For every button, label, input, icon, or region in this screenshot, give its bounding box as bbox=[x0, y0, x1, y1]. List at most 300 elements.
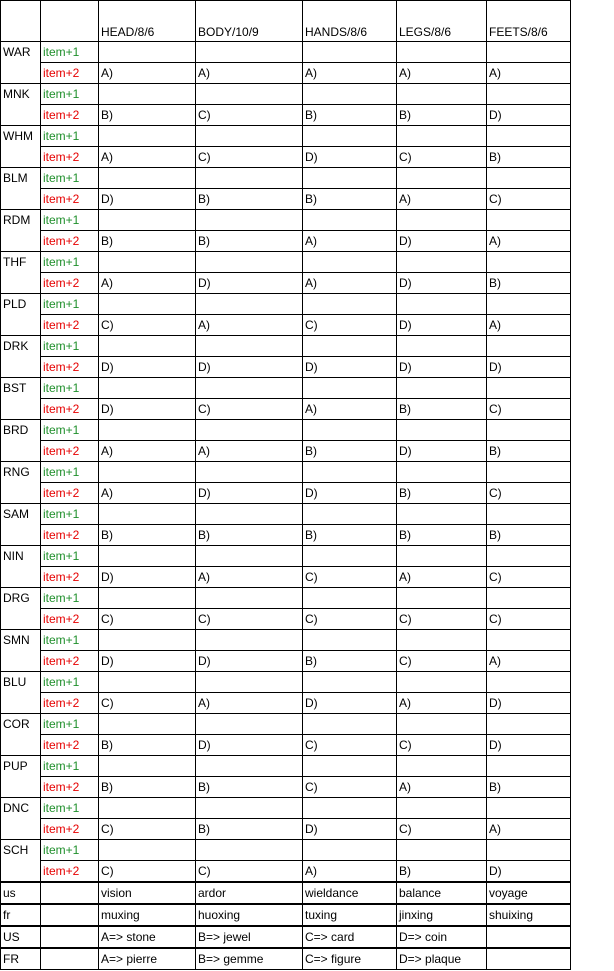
item1-value-cell[interactable] bbox=[303, 672, 397, 693]
item1-value-cell[interactable] bbox=[196, 84, 303, 105]
item1-value-cell[interactable] bbox=[303, 630, 397, 651]
item2-value-cell[interactable]: B) bbox=[397, 399, 487, 420]
item1-value-cell[interactable] bbox=[196, 252, 303, 273]
item2-value-cell[interactable]: C) bbox=[196, 147, 303, 168]
item2-value-cell[interactable]: D) bbox=[99, 357, 196, 378]
item1-label-cell[interactable]: item+1 bbox=[41, 672, 99, 693]
legend-value-cell[interactable]: tuxing bbox=[303, 904, 397, 926]
job-row-item1 bbox=[1, 336, 571, 357]
item1-value-cell[interactable] bbox=[397, 798, 487, 819]
item2-value-cell[interactable]: A) bbox=[99, 147, 196, 168]
item2-value-cell[interactable]: D) bbox=[303, 693, 397, 714]
item2-value-cell[interactable]: B) bbox=[487, 441, 571, 462]
item2-value-cell[interactable]: D) bbox=[397, 273, 487, 294]
item1-value-cell[interactable] bbox=[397, 588, 487, 609]
item1-value-cell[interactable] bbox=[487, 798, 571, 819]
item1-value-cell[interactable] bbox=[196, 126, 303, 147]
legend-empty-cell[interactable] bbox=[41, 926, 99, 948]
legend-value-cell[interactable]: ardor bbox=[196, 882, 303, 904]
item1-value-cell[interactable] bbox=[196, 462, 303, 483]
item2-value-cell[interactable]: C) bbox=[397, 609, 487, 630]
item2-value-cell[interactable]: D) bbox=[196, 651, 303, 672]
job-name-cell[interactable]: BLU bbox=[1, 672, 41, 714]
item2-value-cell[interactable]: B) bbox=[303, 651, 397, 672]
item2-value-cell[interactable]: D) bbox=[99, 399, 196, 420]
item1-value-cell[interactable] bbox=[487, 84, 571, 105]
item1-value-cell[interactable] bbox=[397, 84, 487, 105]
legend-label-cell[interactable]: us bbox=[1, 882, 41, 904]
item2-value-cell[interactable]: C) bbox=[303, 567, 397, 588]
job-name-cell[interactable]: PUP bbox=[1, 756, 41, 798]
item2-value-cell[interactable]: D) bbox=[99, 567, 196, 588]
item2-value-cell[interactable]: A) bbox=[303, 861, 397, 883]
item1-value-cell[interactable] bbox=[487, 378, 571, 399]
item2-value-cell[interactable]: B) bbox=[303, 105, 397, 126]
item2-value-cell[interactable]: B) bbox=[303, 525, 397, 546]
item2-value-cell[interactable]: B) bbox=[99, 735, 196, 756]
item1-label-cell[interactable]: item+1 bbox=[41, 210, 99, 231]
job-name-cell[interactable]: MNK bbox=[1, 84, 41, 126]
item1-value-cell[interactable] bbox=[99, 42, 196, 63]
job-name-cell[interactable]: BLM bbox=[1, 168, 41, 210]
legend-value-cell[interactable]: jinxing bbox=[397, 904, 487, 926]
item2-value-cell[interactable]: A) bbox=[487, 819, 571, 840]
item1-value-cell[interactable] bbox=[196, 336, 303, 357]
item2-value-cell[interactable]: A) bbox=[99, 483, 196, 504]
job-name-cell[interactable]: THF bbox=[1, 252, 41, 294]
item1-value-cell[interactable] bbox=[99, 420, 196, 441]
legend-value-cell[interactable]: balance bbox=[397, 882, 487, 904]
item2-label-cell[interactable]: item+2 bbox=[41, 63, 99, 84]
header-cell[interactable]: BODY/10/9 bbox=[196, 1, 303, 42]
item1-value-cell[interactable] bbox=[487, 42, 571, 63]
item1-value-cell[interactable] bbox=[397, 630, 487, 651]
item2-value-cell[interactable]: D) bbox=[487, 861, 571, 883]
item1-label-cell[interactable]: item+1 bbox=[41, 840, 99, 861]
legend-value-cell[interactable]: muxing bbox=[99, 904, 196, 926]
item2-value-cell[interactable]: B) bbox=[303, 441, 397, 462]
item1-value-cell[interactable] bbox=[487, 168, 571, 189]
item1-value-cell[interactable] bbox=[303, 84, 397, 105]
item1-value-cell[interactable] bbox=[397, 126, 487, 147]
item1-value-cell[interactable] bbox=[303, 168, 397, 189]
item1-value-cell[interactable] bbox=[196, 588, 303, 609]
item2-value-cell[interactable]: C) bbox=[196, 861, 303, 883]
item1-value-cell[interactable] bbox=[397, 42, 487, 63]
item1-label-cell[interactable]: item+1 bbox=[41, 798, 99, 819]
item2-value-cell[interactable]: A) bbox=[196, 567, 303, 588]
legend-value-cell[interactable]: D=> plaque bbox=[397, 948, 487, 970]
legend-label-cell[interactable]: US bbox=[1, 926, 41, 948]
legend-value-cell[interactable]: huoxing bbox=[196, 904, 303, 926]
item2-value-cell[interactable]: B) bbox=[487, 273, 571, 294]
item2-value-cell[interactable]: D) bbox=[303, 483, 397, 504]
item2-value-cell[interactable]: A) bbox=[487, 651, 571, 672]
item2-label-cell[interactable]: item+2 bbox=[41, 315, 99, 336]
legend-empty-cell[interactable] bbox=[41, 882, 99, 904]
item1-value-cell[interactable] bbox=[303, 336, 397, 357]
item1-value-cell[interactable] bbox=[99, 630, 196, 651]
item1-value-cell[interactable] bbox=[196, 420, 303, 441]
item2-value-cell[interactable]: C) bbox=[99, 819, 196, 840]
job-row-item1 bbox=[1, 378, 571, 399]
item2-value-cell[interactable]: C) bbox=[397, 147, 487, 168]
item1-value-cell[interactable] bbox=[303, 588, 397, 609]
item1-value-cell[interactable] bbox=[99, 672, 196, 693]
item1-value-cell[interactable] bbox=[99, 168, 196, 189]
item2-label-cell[interactable]: item+2 bbox=[41, 567, 99, 588]
item1-value-cell[interactable] bbox=[99, 378, 196, 399]
item1-value-cell[interactable] bbox=[487, 462, 571, 483]
legend-value-cell[interactable]: voyage bbox=[487, 882, 571, 904]
item1-value-cell[interactable] bbox=[397, 462, 487, 483]
job-name-cell[interactable]: BRD bbox=[1, 420, 41, 462]
item1-value-cell[interactable] bbox=[99, 714, 196, 735]
item1-value-cell[interactable] bbox=[303, 252, 397, 273]
header-cell[interactable]: HANDS/8/6 bbox=[303, 1, 397, 42]
item2-value-cell[interactable]: B) bbox=[397, 861, 487, 883]
legend-value-cell[interactable] bbox=[487, 948, 571, 970]
item1-value-cell[interactable] bbox=[397, 714, 487, 735]
item2-value-cell[interactable]: A) bbox=[397, 63, 487, 84]
item2-label-cell[interactable]: item+2 bbox=[41, 777, 99, 798]
item2-value-cell[interactable]: B) bbox=[99, 777, 196, 798]
item1-value-cell[interactable] bbox=[397, 294, 487, 315]
legend-value-cell[interactable]: A=> stone bbox=[99, 926, 196, 948]
job-name-cell[interactable]: BST bbox=[1, 378, 41, 420]
header-cell[interactable]: LEGS/8/6 bbox=[397, 1, 487, 42]
item1-value-cell[interactable] bbox=[196, 294, 303, 315]
legend-value-cell[interactable]: A=> pierre bbox=[99, 948, 196, 970]
item1-value-cell[interactable] bbox=[99, 252, 196, 273]
item1-value-cell[interactable] bbox=[196, 42, 303, 63]
item2-value-cell[interactable]: D) bbox=[397, 231, 487, 252]
legend-value-cell[interactable] bbox=[487, 926, 571, 948]
item1-value-cell[interactable] bbox=[196, 546, 303, 567]
item2-label-cell[interactable]: item+2 bbox=[41, 651, 99, 672]
item2-label-cell[interactable]: item+2 bbox=[41, 441, 99, 462]
item2-value-cell[interactable]: A) bbox=[487, 315, 571, 336]
item2-value-cell[interactable]: A) bbox=[397, 777, 487, 798]
item1-value-cell[interactable] bbox=[397, 546, 487, 567]
item1-value-cell[interactable] bbox=[487, 336, 571, 357]
item1-value-cell[interactable] bbox=[303, 504, 397, 525]
item2-value-cell[interactable]: C) bbox=[487, 483, 571, 504]
item1-value-cell[interactable] bbox=[99, 294, 196, 315]
item2-value-cell[interactable]: D) bbox=[99, 189, 196, 210]
item2-value-cell[interactable]: B) bbox=[99, 105, 196, 126]
item2-value-cell[interactable]: B) bbox=[487, 147, 571, 168]
item2-value-cell[interactable]: A) bbox=[196, 315, 303, 336]
item1-value-cell[interactable] bbox=[303, 546, 397, 567]
item2-label-cell[interactable]: item+2 bbox=[41, 483, 99, 504]
item1-value-cell[interactable] bbox=[196, 714, 303, 735]
item1-value-cell[interactable] bbox=[487, 588, 571, 609]
item1-value-cell[interactable] bbox=[303, 42, 397, 63]
item2-value-cell[interactable]: A) bbox=[397, 567, 487, 588]
item1-value-cell[interactable] bbox=[397, 210, 487, 231]
item2-label-cell[interactable]: item+2 bbox=[41, 105, 99, 126]
item1-value-cell[interactable] bbox=[99, 336, 196, 357]
job-name-cell[interactable]: RNG bbox=[1, 462, 41, 504]
legend-empty-cell[interactable] bbox=[41, 904, 99, 926]
item2-label-cell[interactable]: item+2 bbox=[41, 147, 99, 168]
item2-label-cell[interactable]: item+2 bbox=[41, 819, 99, 840]
item2-value-cell[interactable]: B) bbox=[196, 819, 303, 840]
item1-value-cell[interactable] bbox=[196, 840, 303, 861]
legend-empty-cell[interactable] bbox=[41, 948, 99, 970]
item1-label-cell[interactable]: item+1 bbox=[41, 84, 99, 105]
item1-value-cell[interactable] bbox=[99, 756, 196, 777]
item2-value-cell[interactable]: C) bbox=[487, 189, 571, 210]
item2-value-cell[interactable]: C) bbox=[303, 735, 397, 756]
item2-label-cell[interactable]: item+2 bbox=[41, 735, 99, 756]
item2-value-cell[interactable]: A) bbox=[303, 399, 397, 420]
item2-value-cell[interactable]: A) bbox=[397, 693, 487, 714]
item2-value-cell[interactable]: A) bbox=[99, 441, 196, 462]
item1-value-cell[interactable] bbox=[397, 336, 487, 357]
item1-value-cell[interactable] bbox=[99, 210, 196, 231]
item1-value-cell[interactable] bbox=[397, 672, 487, 693]
item1-value-cell[interactable] bbox=[397, 168, 487, 189]
job-name-cell[interactable]: COR bbox=[1, 714, 41, 756]
item1-value-cell[interactable] bbox=[397, 840, 487, 861]
item1-label-cell[interactable]: item+1 bbox=[41, 126, 99, 147]
job-name-cell[interactable]: NIN bbox=[1, 546, 41, 588]
item2-value-cell[interactable]: D) bbox=[487, 357, 571, 378]
item1-value-cell[interactable] bbox=[397, 504, 487, 525]
item2-value-cell[interactable]: C) bbox=[303, 315, 397, 336]
item1-value-cell[interactable] bbox=[196, 798, 303, 819]
job-name-cell[interactable]: RDM bbox=[1, 210, 41, 252]
item2-value-cell[interactable]: B) bbox=[196, 777, 303, 798]
legend-value-cell[interactable]: C=> card bbox=[303, 926, 397, 948]
item1-value-cell[interactable] bbox=[196, 756, 303, 777]
item1-label-cell[interactable]: item+1 bbox=[41, 252, 99, 273]
item2-value-cell[interactable]: B) bbox=[196, 231, 303, 252]
item2-label-cell[interactable]: item+2 bbox=[41, 273, 99, 294]
item2-label-cell[interactable]: item+2 bbox=[41, 525, 99, 546]
item2-value-cell[interactable]: C) bbox=[99, 609, 196, 630]
item1-value-cell[interactable] bbox=[487, 210, 571, 231]
item1-value-cell[interactable] bbox=[487, 714, 571, 735]
item1-value-cell[interactable] bbox=[303, 798, 397, 819]
item2-value-cell[interactable]: D) bbox=[99, 651, 196, 672]
item1-value-cell[interactable] bbox=[487, 126, 571, 147]
item2-value-cell[interactable]: D) bbox=[303, 819, 397, 840]
item2-value-cell[interactable]: C) bbox=[487, 567, 571, 588]
item2-value-cell[interactable]: A) bbox=[196, 693, 303, 714]
item1-label-cell[interactable]: item+1 bbox=[41, 504, 99, 525]
item2-value-cell[interactable]: B) bbox=[397, 525, 487, 546]
item2-value-cell[interactable]: D) bbox=[487, 693, 571, 714]
job-row-item1 bbox=[1, 840, 571, 861]
item1-label-cell[interactable]: item+1 bbox=[41, 168, 99, 189]
item1-value-cell[interactable] bbox=[196, 210, 303, 231]
item1-value-cell[interactable] bbox=[487, 420, 571, 441]
item1-label-cell[interactable]: item+1 bbox=[41, 756, 99, 777]
item2-value-cell[interactable]: C) bbox=[397, 651, 487, 672]
item1-value-cell[interactable] bbox=[99, 84, 196, 105]
item1-value-cell[interactable] bbox=[487, 840, 571, 861]
item1-value-cell[interactable] bbox=[303, 294, 397, 315]
item2-value-cell[interactable]: C) bbox=[99, 315, 196, 336]
item1-value-cell[interactable] bbox=[196, 378, 303, 399]
item2-value-cell[interactable]: D) bbox=[487, 735, 571, 756]
item2-label-cell[interactable]: item+2 bbox=[41, 399, 99, 420]
item1-value-cell[interactable] bbox=[303, 462, 397, 483]
item1-value-cell[interactable] bbox=[487, 294, 571, 315]
item2-value-cell[interactable]: A) bbox=[487, 63, 571, 84]
item2-value-cell[interactable]: B) bbox=[487, 777, 571, 798]
legend-value-cell[interactable]: wieldance bbox=[303, 882, 397, 904]
legend-label-cell[interactable]: fr bbox=[1, 904, 41, 926]
legend-value-cell[interactable]: vision bbox=[99, 882, 196, 904]
item2-value-cell[interactable]: D) bbox=[397, 315, 487, 336]
item2-value-cell[interactable]: A) bbox=[196, 63, 303, 84]
item1-label-cell[interactable]: item+1 bbox=[41, 336, 99, 357]
item2-label-cell[interactable]: item+2 bbox=[41, 357, 99, 378]
item2-value-cell[interactable]: C) bbox=[397, 819, 487, 840]
item1-value-cell[interactable] bbox=[303, 840, 397, 861]
item1-value-cell[interactable] bbox=[196, 504, 303, 525]
item2-value-cell[interactable]: B) bbox=[487, 525, 571, 546]
item1-value-cell[interactable] bbox=[303, 210, 397, 231]
item1-label-cell[interactable]: item+1 bbox=[41, 546, 99, 567]
item2-value-cell[interactable]: C) bbox=[487, 399, 571, 420]
item2-value-cell[interactable]: A) bbox=[303, 273, 397, 294]
item2-value-cell[interactable]: B) bbox=[99, 231, 196, 252]
job-name-cell[interactable]: DRK bbox=[1, 336, 41, 378]
item1-label-cell[interactable]: item+1 bbox=[41, 420, 99, 441]
item1-value-cell[interactable] bbox=[99, 840, 196, 861]
item1-value-cell[interactable] bbox=[397, 756, 487, 777]
job-name-cell[interactable]: SAM bbox=[1, 504, 41, 546]
item2-value-cell[interactable]: A) bbox=[196, 441, 303, 462]
legend-row bbox=[1, 926, 571, 948]
item1-value-cell[interactable] bbox=[99, 798, 196, 819]
item1-label-cell[interactable]: item+1 bbox=[41, 42, 99, 63]
job-row-item2 bbox=[1, 189, 571, 210]
item2-value-cell[interactable]: C) bbox=[196, 399, 303, 420]
job-name-cell[interactable]: SCH bbox=[1, 840, 41, 883]
item2-value-cell[interactable]: D) bbox=[303, 357, 397, 378]
item1-value-cell[interactable] bbox=[303, 714, 397, 735]
job-name-cell[interactable]: DRG bbox=[1, 588, 41, 630]
item1-label-cell[interactable]: item+1 bbox=[41, 714, 99, 735]
item2-value-cell[interactable]: D) bbox=[196, 357, 303, 378]
item1-value-cell[interactable] bbox=[487, 672, 571, 693]
job-name-cell[interactable]: WAR bbox=[1, 42, 41, 84]
legend-label-cell[interactable]: FR bbox=[1, 948, 41, 970]
item2-value-cell[interactable]: B) bbox=[397, 105, 487, 126]
item1-value-cell[interactable] bbox=[99, 462, 196, 483]
item1-value-cell[interactable] bbox=[99, 126, 196, 147]
item1-label-cell[interactable]: item+1 bbox=[41, 378, 99, 399]
job-name-cell[interactable]: DNC bbox=[1, 798, 41, 840]
legend-value-cell[interactable]: B=> jewel bbox=[196, 926, 303, 948]
legend-value-cell[interactable]: B=> gemme bbox=[196, 948, 303, 970]
item1-value-cell[interactable] bbox=[196, 168, 303, 189]
item2-value-cell[interactable]: B) bbox=[196, 189, 303, 210]
item1-value-cell[interactable] bbox=[487, 630, 571, 651]
item2-value-cell[interactable]: A) bbox=[99, 273, 196, 294]
item2-value-cell[interactable]: C) bbox=[303, 777, 397, 798]
item2-value-cell[interactable]: C) bbox=[196, 105, 303, 126]
item1-label-cell[interactable]: item+1 bbox=[41, 294, 99, 315]
item1-value-cell[interactable] bbox=[99, 504, 196, 525]
item2-value-cell[interactable]: D) bbox=[196, 483, 303, 504]
item2-label-cell[interactable]: item+2 bbox=[41, 231, 99, 252]
item2-value-cell[interactable]: A) bbox=[487, 231, 571, 252]
item1-value-cell[interactable] bbox=[303, 378, 397, 399]
item2-value-cell[interactable]: A) bbox=[303, 231, 397, 252]
item2-value-cell[interactable]: D) bbox=[487, 105, 571, 126]
item2-value-cell[interactable]: C) bbox=[99, 693, 196, 714]
item2-value-cell[interactable]: C) bbox=[303, 609, 397, 630]
item2-value-cell[interactable]: D) bbox=[397, 441, 487, 462]
item1-value-cell[interactable] bbox=[303, 420, 397, 441]
header-cell[interactable]: HEAD/8/6 bbox=[99, 1, 196, 42]
item2-value-cell[interactable]: D) bbox=[196, 273, 303, 294]
item2-value-cell[interactable]: B) bbox=[303, 189, 397, 210]
job-name-cell[interactable]: SMN bbox=[1, 630, 41, 672]
header-cell[interactable]: FEETS/8/6 bbox=[487, 1, 571, 42]
item2-value-cell[interactable]: A) bbox=[397, 189, 487, 210]
item2-label-cell[interactable]: item+2 bbox=[41, 189, 99, 210]
item2-value-cell[interactable]: D) bbox=[397, 357, 487, 378]
item1-value-cell[interactable] bbox=[397, 378, 487, 399]
item1-value-cell[interactable] bbox=[487, 252, 571, 273]
item1-value-cell[interactable] bbox=[397, 252, 487, 273]
item2-value-cell[interactable]: B) bbox=[99, 525, 196, 546]
item2-value-cell[interactable]: C) bbox=[487, 609, 571, 630]
item2-value-cell[interactable]: B) bbox=[397, 483, 487, 504]
item1-value-cell[interactable] bbox=[397, 420, 487, 441]
item1-value-cell[interactable] bbox=[303, 126, 397, 147]
legend-value-cell[interactable]: shuixing bbox=[487, 904, 571, 926]
header-cell[interactable] bbox=[1, 1, 41, 42]
legend-value-cell[interactable]: C=> figure bbox=[303, 948, 397, 970]
item2-value-cell[interactable]: A) bbox=[99, 63, 196, 84]
item2-value-cell[interactable]: C) bbox=[196, 609, 303, 630]
item2-value-cell[interactable]: C) bbox=[397, 735, 487, 756]
item1-label-cell[interactable]: item+1 bbox=[41, 588, 99, 609]
item2-label-cell[interactable]: item+2 bbox=[41, 609, 99, 630]
item1-value-cell[interactable] bbox=[196, 630, 303, 651]
item2-value-cell[interactable]: D) bbox=[303, 147, 397, 168]
item1-value-cell[interactable] bbox=[487, 504, 571, 525]
item1-value-cell[interactable] bbox=[99, 588, 196, 609]
header-cell[interactable] bbox=[41, 1, 99, 42]
job-name-cell[interactable]: PLD bbox=[1, 294, 41, 336]
item1-value-cell[interactable] bbox=[99, 546, 196, 567]
item1-label-cell[interactable]: item+1 bbox=[41, 462, 99, 483]
item1-value-cell[interactable] bbox=[303, 756, 397, 777]
job-name-cell[interactable]: WHM bbox=[1, 126, 41, 168]
item1-value-cell[interactable] bbox=[196, 672, 303, 693]
item2-value-cell[interactable]: C) bbox=[99, 861, 196, 883]
item2-label-cell[interactable]: item+2 bbox=[41, 861, 99, 883]
item1-label-cell[interactable]: item+1 bbox=[41, 630, 99, 651]
item2-label-cell[interactable]: item+2 bbox=[41, 693, 99, 714]
item2-value-cell[interactable]: B) bbox=[196, 525, 303, 546]
legend-value-cell[interactable]: D=> coin bbox=[397, 926, 487, 948]
item2-value-cell[interactable]: D) bbox=[196, 735, 303, 756]
item1-value-cell[interactable] bbox=[487, 756, 571, 777]
item2-value-cell[interactable]: A) bbox=[303, 63, 397, 84]
item1-value-cell[interactable] bbox=[487, 546, 571, 567]
